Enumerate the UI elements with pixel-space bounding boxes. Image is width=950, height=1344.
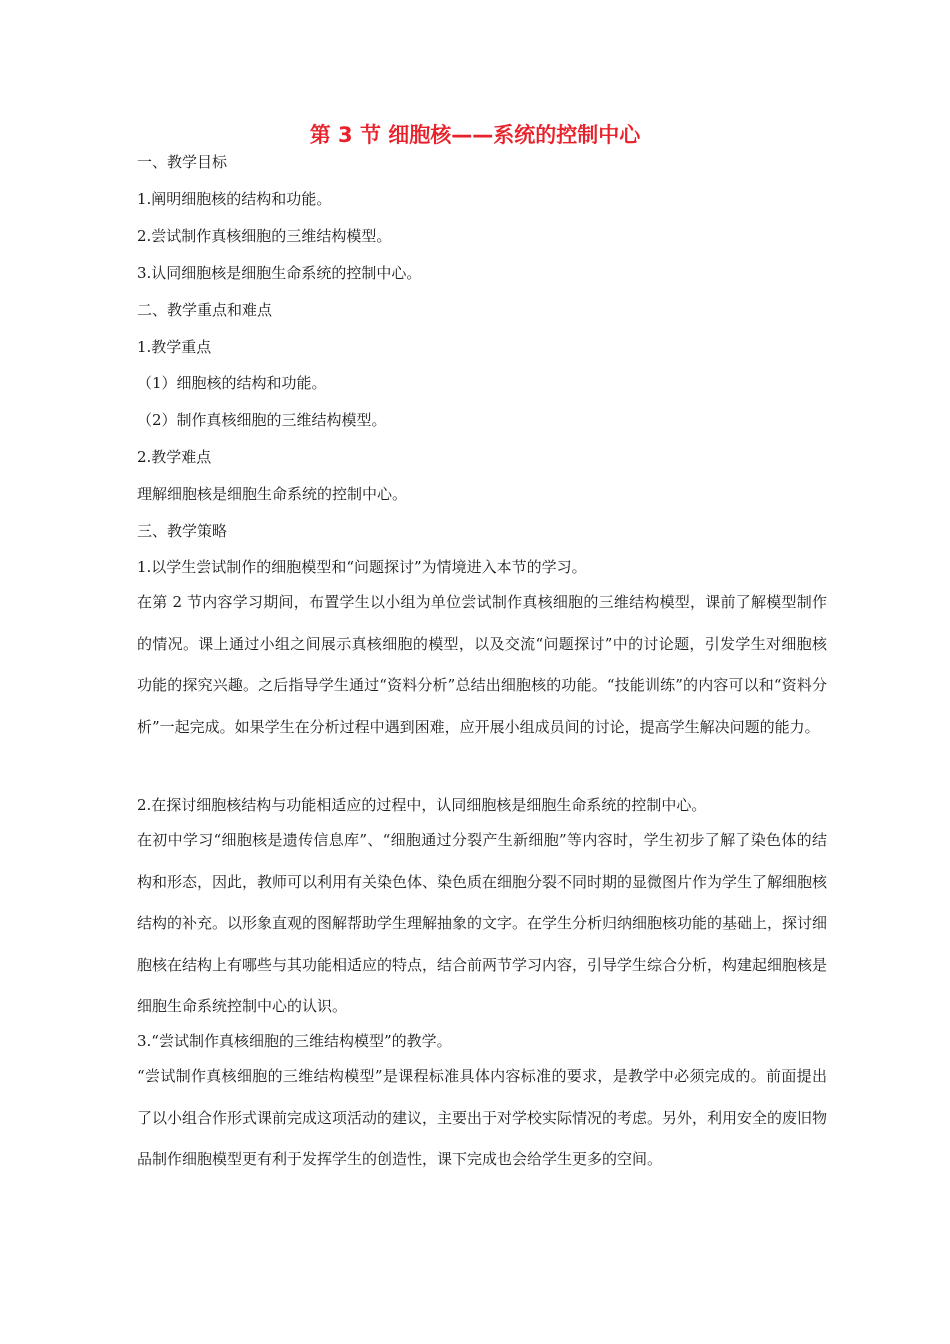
strategy-heading-1: 1.以学生尝试制作的细胞模型和“问题探讨”为情境进入本节的学习。 [137, 558, 587, 576]
section-heading-objectives: 一、教学目标 [137, 153, 228, 171]
section-heading-key-points: 二、教学重点和难点 [137, 301, 273, 319]
objective-item: 1.阐明细胞核的结构和功能。 [137, 190, 332, 208]
subheading-key-points: 1.教学重点 [137, 338, 212, 356]
section-heading-strategy: 三、教学策略 [137, 522, 228, 540]
difficulty-item: 理解细胞核是细胞生命系统的控制中心。 [137, 485, 408, 503]
strategy-heading-3: 3.“尝试制作真核细胞的三维结构模型”的教学。 [137, 1032, 452, 1050]
key-point-item: （2）制作真核细胞的三维结构模型。 [137, 411, 387, 429]
objective-item: 3.认同细胞核是细胞生命系统的控制中心。 [137, 264, 422, 282]
strategy-heading-2: 2.在探讨细胞核结构与功能相适应的过程中，认同细胞核是细胞生命系统的控制中心。 [137, 796, 707, 814]
page-title: 第 3 节 细胞核——系统的控制中心 [309, 123, 641, 147]
strategy-paragraph-3: “尝试制作真核细胞的三维结构模型”是课程标准具体内容标准的要求，是教学中必须完成的。前面提出了以小组合作形式课前完成这项活动的建议，主要出于对学校实际情况的考虑。另外，利用安全的废旧物品制作细胞模型更有利于发挥学生的创造性，课下完成也会给学生更多的空间。 [137, 1067, 828, 1168]
strategy-paragraph-1: 在第 2 节内容学习期间，布置学生以小组为单位尝试制作真核细胞的三维结构模型，课前了解模型制作的情况。课上通过小组之间展示真核细胞的模型，以及交流“问题探讨”中的讨论题，引发学生对细胞核功能的探究兴趣。之后指导学生通过“资料分析”总结出细胞核的功能。“技能训练”的内容可以和“资料分析”一起完成。如果学生在分析过程中遇到困难，应开展小组成员间的讨论，提高学生解决问题的能力。 [137, 593, 827, 736]
subheading-difficulty: 2.教学难点 [137, 448, 212, 466]
key-point-item: （1）细胞核的结构和功能。 [137, 374, 327, 392]
objective-item: 2.尝试制作真核细胞的三维结构模型。 [137, 227, 392, 245]
strategy-paragraph-2: 在初中学习“细胞核是遗传信息库”、“细胞通过分裂产生新细胞”等内容时，学生初步了解了染色体的结构和形态，因此，教师可以利用有关染色体、染色质在细胞分裂不同时期的显微图片作为学生了解细胞核结构的补充。以形象直观的图解帮助学生理解抽象的文字。在学生分析归纳细胞核功能的基础上，探讨细胞核在结构上有哪些与其功能相适应的特点，结合前两节学习内容，引导学生综合分析，构建起细胞核是细胞生命系统控制中心的认识。 [137, 831, 828, 1015]
